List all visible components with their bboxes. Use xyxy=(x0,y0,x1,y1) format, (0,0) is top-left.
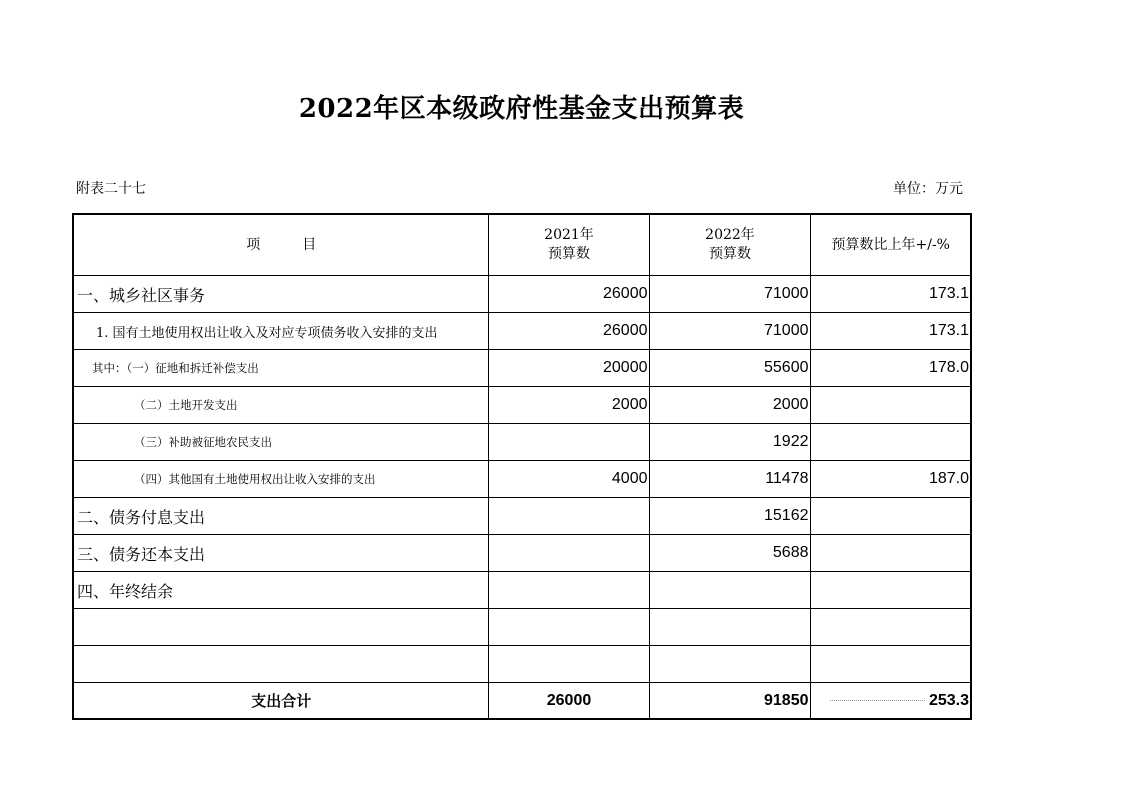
row-label: （四）其他国有土地使用权出让收入安排的支出 xyxy=(73,461,488,498)
cell-2022: 15162 xyxy=(649,498,810,535)
cell-change xyxy=(810,535,971,572)
table-row xyxy=(73,276,971,313)
cell-change xyxy=(810,609,971,646)
cell-2021: 4000 xyxy=(488,461,649,498)
cell-change xyxy=(810,387,971,424)
total-2022: 91850 xyxy=(649,683,810,720)
row-label: 三、债务还本支出 xyxy=(73,535,488,572)
cell-2021 xyxy=(488,609,649,646)
cell-2022 xyxy=(649,646,810,683)
budget-table xyxy=(72,213,972,720)
cell-change xyxy=(810,572,971,609)
cell-2022: 55600 xyxy=(649,350,810,387)
attachment-label: 附表二十七 xyxy=(76,181,146,197)
row-label: 其中：（一）征地和拆迁补偿支出 xyxy=(73,350,488,387)
table-header-row xyxy=(73,214,971,276)
total-row xyxy=(73,683,971,720)
cell-2021 xyxy=(488,572,649,609)
table-row xyxy=(73,535,971,572)
table-row xyxy=(73,646,971,683)
unit-label: 单位：万元 xyxy=(893,181,963,197)
cell-2022: 5688 xyxy=(649,535,810,572)
cell-2021: 26000 xyxy=(488,276,649,313)
table-row xyxy=(73,424,971,461)
dotted-leader xyxy=(830,700,925,701)
cell-change xyxy=(810,498,971,535)
cell-2021 xyxy=(488,424,649,461)
cell-2021 xyxy=(488,646,649,683)
cell-2021 xyxy=(488,498,649,535)
header-2021: 2021年 预算数 xyxy=(488,214,649,276)
cell-change: 173.1 xyxy=(810,313,971,350)
cell-change: 187.0 xyxy=(810,461,971,498)
table-row xyxy=(73,461,971,498)
cell-2022: 71000 xyxy=(649,313,810,350)
row-label: 四、年终结余 xyxy=(73,572,488,609)
total-label: 支出合计 xyxy=(73,683,488,720)
table-row xyxy=(73,313,971,350)
header-change: 预算数比上年+/-% xyxy=(810,214,971,276)
table-row xyxy=(73,609,971,646)
cell-2021: 26000 xyxy=(488,313,649,350)
total-change-cell xyxy=(810,683,971,720)
cell-change: 173.1 xyxy=(810,276,971,313)
cell-2021: 2000 xyxy=(488,387,649,424)
cell-2022: 1922 xyxy=(649,424,810,461)
page-title: 2022年区本级政府性基金支出预算表 xyxy=(298,94,745,124)
row-label xyxy=(73,609,488,646)
total-change: 253.3 xyxy=(928,691,969,709)
row-label: （二）土地开发支出 xyxy=(73,387,488,424)
cell-2022: 11478 xyxy=(649,461,810,498)
total-2021: 26000 xyxy=(488,683,649,720)
row-label: 一、城乡社区事务 xyxy=(73,276,488,313)
cell-2022 xyxy=(649,572,810,609)
cell-2022: 71000 xyxy=(649,276,810,313)
cell-change xyxy=(810,424,971,461)
table-row xyxy=(73,498,971,535)
row-label: （三）补助被征地农民支出 xyxy=(73,424,488,461)
cell-2021: 20000 xyxy=(488,350,649,387)
table-row xyxy=(73,350,971,387)
header-item: 项 目 xyxy=(73,214,488,276)
header-2022: 2022年 预算数 xyxy=(649,214,810,276)
table-row xyxy=(73,572,971,609)
cell-2022: 2000 xyxy=(649,387,810,424)
cell-2022 xyxy=(649,609,810,646)
row-label: 1. 国有土地使用权出让收入及对应专项债务收入安排的支出 xyxy=(73,313,488,350)
row-label xyxy=(73,646,488,683)
table-row xyxy=(73,387,971,424)
row-label: 二、债务付息支出 xyxy=(73,498,488,535)
cell-change: 178.0 xyxy=(810,350,971,387)
cell-change xyxy=(810,646,971,683)
cell-2021 xyxy=(488,535,649,572)
